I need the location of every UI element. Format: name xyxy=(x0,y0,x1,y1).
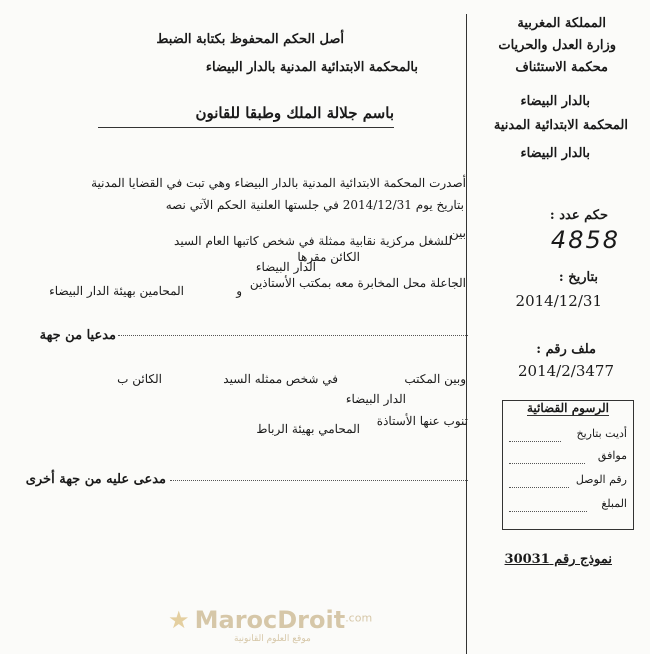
body-city-b: الدار البيضاء xyxy=(345,392,406,406)
fees-row-paid-date: أديت بتاريخ xyxy=(576,427,627,440)
watermark-logo: ★ MarocDroit$^{.com}$ xyxy=(168,606,373,634)
body-line2: بتاريخ يوم 2014/12/31 في جلستها العلنية الحكم الآتي نصه xyxy=(165,198,464,212)
representative: في شخص ممثله السيد xyxy=(223,372,338,386)
royal-title: باسم جلالة الملك وطبقا للقانون xyxy=(195,104,394,122)
sidebar-city2: بالدار البيضاء xyxy=(520,146,590,161)
fees-row-amount: المبلغ xyxy=(601,497,627,510)
date-value: 2014/12/31 xyxy=(515,292,602,310)
represented-by: تنوب عنها الأستاذة xyxy=(376,414,468,428)
between-label: بين xyxy=(449,226,466,240)
header-original-judgment: أصل الحكم المحفوظ بكتابة الضبط xyxy=(156,32,344,47)
sidebar-ministry: وزارة العدل والحريات xyxy=(498,38,616,53)
plaintiff-label: مدعيا من جهة xyxy=(39,328,116,343)
between-office: وبين المكتب xyxy=(404,372,466,386)
judgment-no-label: حكم عدد : xyxy=(549,208,608,223)
court-fees-title: الرسوم القضائية xyxy=(527,401,609,415)
sidebar-kingdom: المملكة المغربية xyxy=(517,16,606,31)
sidebar-divider xyxy=(466,14,467,654)
fees-row-corresponding: موافق xyxy=(597,449,627,462)
body-lawyers-casablanca: المحامين بهيئة الدار البيضاء xyxy=(49,284,184,298)
judgment-no-value: 4858 xyxy=(550,226,620,254)
defendant-label: مدعى عليه من جهة أخرى xyxy=(25,472,166,487)
header-court-line: بالمحكمة الابتدائية المدنية بالدار البيضاء xyxy=(205,60,418,75)
form-number: نموذج رقم 30031 xyxy=(504,552,612,567)
court-fees-box xyxy=(502,400,634,530)
body-city-a: الدار البيضاء xyxy=(255,260,316,274)
file-no-value: 2014/2/3477 xyxy=(518,362,614,380)
date-label: بتاريخ : xyxy=(558,270,598,285)
royal-title-underline xyxy=(98,127,394,128)
sidebar-court-of-appeal: محكمة الاستئناف xyxy=(515,60,608,75)
fees-row-receipt-no: رقم الوصل xyxy=(575,473,627,486)
watermark-tagline: موقع العلوم القانونية xyxy=(234,634,311,644)
body-hq: الكائن مقرها xyxy=(297,250,360,264)
located-b: الكائن ب xyxy=(117,372,162,386)
body-line1: أصدرت المحكمة الابتدائية المدنية بالدار البيضاء وهي تبت في القضايا المدنية xyxy=(91,176,466,190)
body-union-line: للشغل مركزية نقابية ممثلة في شخص كاتبها العام السيد xyxy=(174,234,452,248)
body-lawyers-line: الجاعلة محل المخابرة معه بمكتب الأستاذين xyxy=(249,276,466,290)
file-no-label: ملف رقم : xyxy=(536,342,596,357)
lawyer-rabat: المحامي بهيئة الرباط xyxy=(256,422,360,436)
sidebar-first-instance-court: المحكمة الابتدائية المدنية xyxy=(493,118,628,133)
sidebar-city: بالدار البيضاء xyxy=(520,94,590,109)
body-and: و xyxy=(236,284,242,298)
star-icon: ★ xyxy=(168,606,190,634)
